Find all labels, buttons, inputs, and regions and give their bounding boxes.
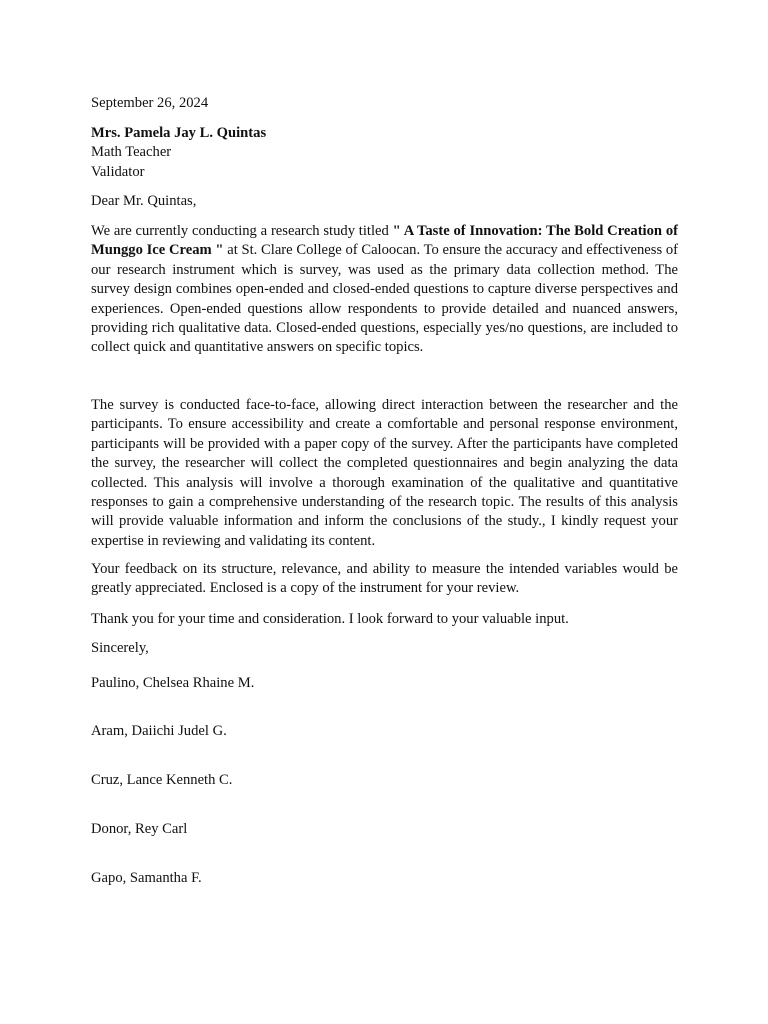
- salutation: Dear Mr. Quintas,: [91, 193, 197, 209]
- body-paragraph-2: The survey is conducted face-to-face, allowing direct interaction between the researcher and the participants. To ensure accessibility and create a comfortable and personal response environment, participants will be provided with a paper copy of the survey. After the participants have completed the survey, the researcher will collect the completed questionnaires and begin analyzing the data collected. This analysis will involve a thorough examination of the qualitative and quantitative responses to gain a comprehensive understanding of the research topic. The results of this analysis will provide valuable information and inform the conclusions of the study., I kindly request your expertise in reviewing and validating its content.: [91, 397, 678, 549]
- paragraph-1-intro: We are currently conducting a research study titled: [91, 223, 393, 239]
- body-paragraph-3: Your feedback on its structure, relevance, and ability to measure the intended variables would be greatly appreciated. Enclosed is a copy of the instrument for your review.: [91, 561, 678, 597]
- study-title: " A Taste of Innovation: The Bold Creation of Munggo Ice Cream ": [91, 223, 678, 259]
- body-paragraph-1: [91, 222, 678, 358]
- recipient-role: Validator: [91, 163, 145, 180]
- recipient-block: [91, 124, 678, 182]
- signatory-2: Aram, Daiichi Judel G.: [91, 723, 227, 739]
- recipient-title: Math Teacher: [91, 144, 172, 161]
- signatory-4: Donor, Rey Carl: [91, 821, 188, 837]
- signatory-1: Paulino, Chelsea Rhaine M.: [91, 675, 255, 691]
- closing: Sincerely,: [91, 640, 149, 656]
- body-paragraph-4: Thank you for your time and consideration. I look forward to your valuable input.: [91, 611, 569, 627]
- letter-date: September 26, 2024: [91, 95, 209, 111]
- signatory-5: Gapo, Samantha F.: [91, 870, 202, 886]
- signatory-3: Cruz, Lance Kenneth C.: [91, 772, 233, 788]
- recipient-name: Mrs. Pamela Jay L. Quintas: [91, 125, 267, 141]
- paragraph-1-rest: at St. Clare College of Caloocan. To ensure the accuracy and effectiveness of our research instrument which is survey, was used as the primary data collection method. The survey design combines open-ended and closed-ended questions to capture diverse perspectives and experiences. Open-ended questions allow respondents to provide detailed and nuanced answers, providing rich qualitative data. Closed-ended questions, especially yes/no questions, are included to collect quick and quantitative answers on specific topics.: [91, 242, 679, 356]
